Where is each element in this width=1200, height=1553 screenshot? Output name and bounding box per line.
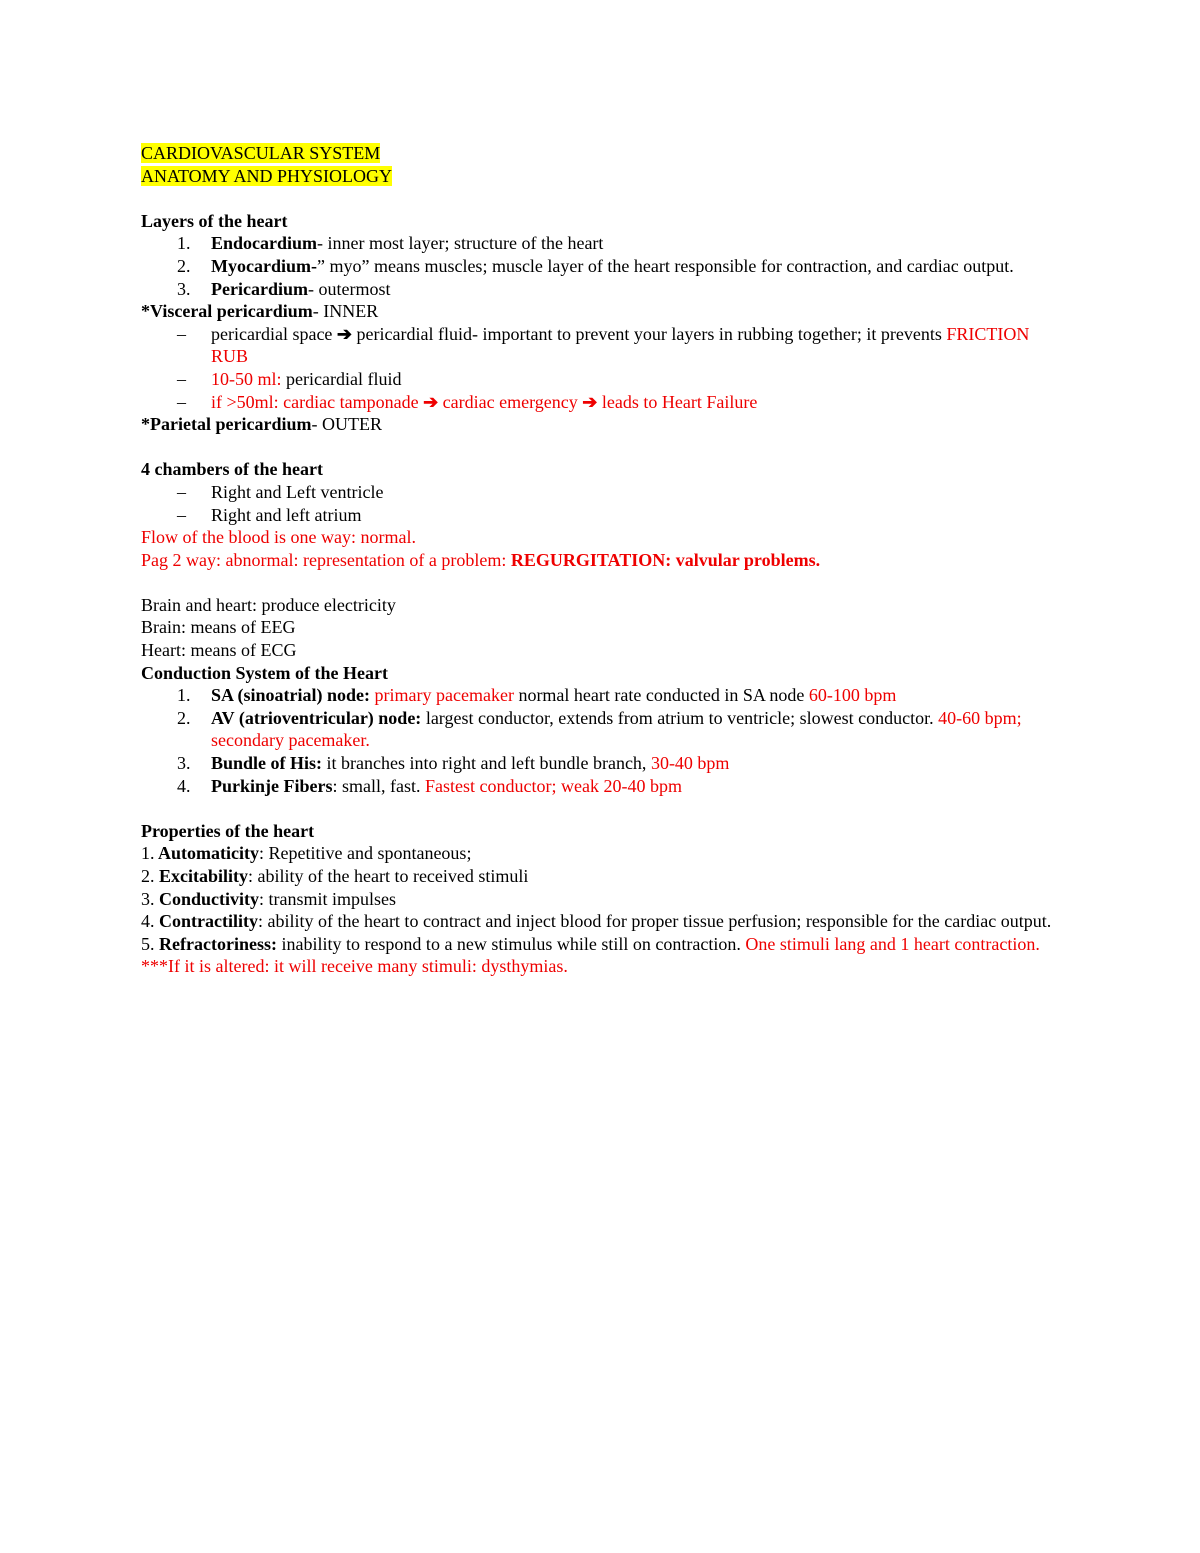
list-number: 3. (177, 753, 191, 774)
term: Endocardium (211, 233, 318, 254)
list-item (141, 255, 1061, 278)
list-number: 3. (141, 888, 155, 909)
flow-note: Flow of the blood is one way: normal. (141, 527, 416, 548)
arrow-icon: ➔ (423, 391, 439, 412)
text-segment: Right and left atrium (211, 504, 362, 525)
conduction-heading: Conduction System of the Heart (141, 662, 388, 683)
list-number: 2. (141, 866, 155, 886)
title-highlight-2: ANATOMY AND PHYSIOLOGY (141, 165, 393, 186)
list-number: 1. (177, 233, 191, 254)
red-text: cardiac emergency (438, 391, 583, 412)
text-segment: largest conductor, extends from atrium to ventricle; slowest conductor. (421, 707, 939, 728)
title-highlight-1: CARDIOVASCULAR SYSTEM (141, 143, 381, 163)
list-number: 2. (177, 255, 191, 276)
arrow-icon: ➔ (582, 391, 598, 412)
red-text: Fastest conductor; weak 20-40 bpm (425, 775, 682, 796)
term: Pericardium (211, 278, 308, 299)
term: Automaticity (154, 843, 259, 864)
electric-line-2: Brain: means of EEG (141, 617, 296, 638)
dash-item (141, 481, 1061, 504)
property-item (141, 888, 1061, 911)
term: Contractility (154, 911, 258, 932)
list-number: 3. (177, 278, 191, 299)
list-item (141, 775, 1061, 798)
red-text: if >50ml: cardiac tamponade (211, 391, 424, 412)
term: Refractoriness: (154, 933, 277, 954)
term: Myocardium- (211, 255, 317, 276)
property-item (141, 842, 1061, 865)
text-segment: : ability of the heart to contract and inject blood for proper tissue perfusion; responsible for the cardiac output. (257, 911, 1052, 932)
term: Excitability (154, 866, 248, 886)
dash-item (141, 368, 1061, 391)
text-segment: pericardial space (211, 323, 337, 344)
title-line-2 (141, 165, 1061, 188)
text-segment: normal heart rate conducted in SA node (513, 685, 809, 706)
visceral-term: *Visceral pericardium (141, 301, 313, 322)
parietal-line (141, 413, 1061, 436)
list-item (141, 752, 1061, 775)
dash-item (141, 504, 1061, 527)
red-text: FRICTION RUB (211, 323, 1030, 367)
dash-bullet: – (177, 504, 186, 525)
term: Purkinje Fibers (211, 775, 333, 796)
text-segment: : Repetitive and spontaneous; (258, 843, 472, 864)
visceral-text: - INNER (312, 301, 379, 322)
property-item (141, 865, 1061, 888)
text-segment: : small, fast. (332, 775, 425, 796)
term: Bundle of His: (211, 753, 323, 774)
term: Conductivity (154, 888, 260, 909)
list-number: 4. (141, 911, 155, 932)
red-bold-text: REGURGITATION: valvular problems. (510, 549, 821, 570)
arrow-icon: ➔ (336, 323, 353, 344)
red-text: 10-50 ml: (211, 368, 282, 389)
list-item (141, 278, 1061, 301)
text-segment: : ability of the heart to received stimuli (248, 866, 529, 886)
list-item (141, 684, 1061, 707)
property-item (141, 933, 1061, 956)
definition: - inner most layer; structure of the heart (317, 233, 604, 254)
text-segment: Right and Left ventricle (211, 481, 384, 502)
red-text: Pag 2 way: abnormal: representation of a problem: (141, 549, 511, 570)
electric-line-1: Brain and heart: produce electricity (141, 594, 396, 615)
list-number: 1. (177, 685, 191, 706)
red-text: One stimuli lang and 1 heart contraction. (745, 933, 1040, 954)
chambers-heading: 4 chambers of the heart (141, 459, 323, 480)
title-line-1 (141, 142, 1061, 165)
definition: ” myo” means muscles; muscle layer of the heart responsible for contraction, and cardiac output. (316, 255, 1014, 276)
visceral-line (141, 300, 1061, 323)
red-text: primary pacemaker (370, 685, 514, 706)
definition: - outermost (307, 278, 391, 299)
text-segment: it branches into right and left bundle branch, (322, 753, 651, 774)
text-segment: : transmit impulses (259, 888, 397, 909)
properties-footer: ***If it is altered: it will receive many stimuli: dysthymias. (141, 956, 568, 977)
properties-heading: Properties of the heart (141, 820, 315, 841)
list-item (141, 232, 1061, 255)
dash-item (141, 391, 1061, 414)
list-item (141, 707, 1061, 752)
red-text: leads to Heart Failure (597, 391, 758, 412)
dash-bullet: – (177, 481, 186, 502)
list-number: 4. (177, 775, 191, 796)
text-segment: pericardial fluid- important to prevent your layers in rubbing together; it prevents (352, 323, 947, 344)
list-number: 2. (177, 707, 191, 728)
parietal-text: - OUTER (311, 414, 382, 435)
text-segment: inability to respond to a new stimulus while still on contraction. (276, 933, 746, 954)
text-segment: pericardial fluid (281, 368, 402, 389)
term: AV (atrioventricular) node: (211, 707, 422, 728)
layers-heading: Layers of the heart (141, 210, 288, 231)
dash-bullet: – (177, 391, 186, 412)
red-text: 60-100 bpm (808, 685, 897, 706)
property-item (141, 910, 1061, 933)
pag-note (141, 549, 1061, 572)
dash-item (141, 323, 1061, 368)
electric-line-3: Heart: means of ECG (141, 640, 297, 661)
term: SA (sinoatrial) node: (211, 685, 371, 706)
dash-bullet: – (177, 368, 186, 389)
parietal-term: *Parietal pericardium (141, 414, 312, 435)
list-number: 1. (141, 843, 155, 864)
list-number: 5. (141, 933, 155, 954)
red-text: 40-60 bpm; secondary pacemaker. (211, 707, 1022, 751)
red-text: 30-40 bpm (650, 753, 730, 774)
document-page (141, 142, 1061, 978)
dash-bullet: – (177, 323, 186, 344)
